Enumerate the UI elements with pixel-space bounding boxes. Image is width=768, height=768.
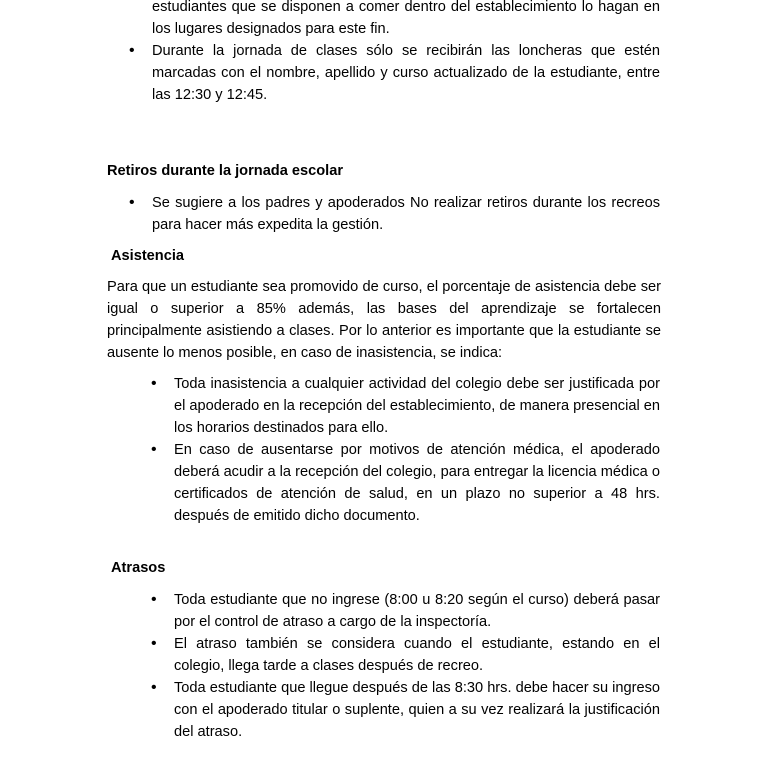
atrasos-heading: Atrasos (111, 560, 166, 576)
comedor-item-1: estudiantes que se disponen a comer dentro del establecimiento lo hagan en los lugares designados para este fin. (152, 0, 660, 37)
retiros-item-1: • Se sugiere a los padres y apoderados No realizar retiros durante los recreos para hacer más expedita la gestión. (152, 192, 660, 236)
comedor-item-2: • Durante la jornada de clases sólo se recibirán las loncheras que estén marcadas con el nombre, apellido y curso actualizado de la estudiante, entre las 12:30 y 12:45. (152, 40, 660, 106)
atrasos-item-1: • Toda estudiante que no ingrese (8:00 u 8:20 según el curso) deberá pasar por el control de atraso a cargo de la inspectoría. (174, 589, 660, 633)
retiros-heading: Retiros durante la jornada escolar (107, 163, 344, 179)
asistencia-paragraph: Para que un estudiante sea promovido de curso, el porcentaje de asistencia debe ser igual o superior a 85% además, las bases del aprendizaje se fortalecen principalmente asistiendo a clases. Por lo anterior es importante que la estudiante se ausente lo menos posible, en caso de inasistencia, se indica: (107, 279, 661, 361)
atrasos-item-2: • El atraso también se considera cuando el estudiante, estando en el colegio, llega tarde a clases después de recreo. (174, 633, 660, 677)
atrasos-list (0, 589, 660, 743)
atrasos-item-3: • Toda estudiante que llegue después de las 8:30 hrs. debe hacer su ingreso con el apoderado titular o suplente, quien a su vez realizará la justificación del atraso. (174, 677, 660, 743)
asistencia-item-2: • En caso de ausentarse por motivos de atención médica, el apoderado deberá acudir a la recepción del colegio, para entregar la licencia médica o certificados de atención de salud, en un plazo no superior a 48 hrs. después de emitido dicho documento. (174, 439, 660, 527)
retiros-list (0, 192, 660, 236)
asistencia-item-1: • Toda inasistencia a cualquier actividad del colegio debe ser justificada por el apoderado en la recepción del establecimiento, de manera presencial en los horarios destinados para ello. (174, 373, 660, 439)
asistencia-list (0, 373, 660, 527)
comedor-list (0, 0, 660, 106)
asistencia-heading: Asistencia (111, 248, 185, 264)
